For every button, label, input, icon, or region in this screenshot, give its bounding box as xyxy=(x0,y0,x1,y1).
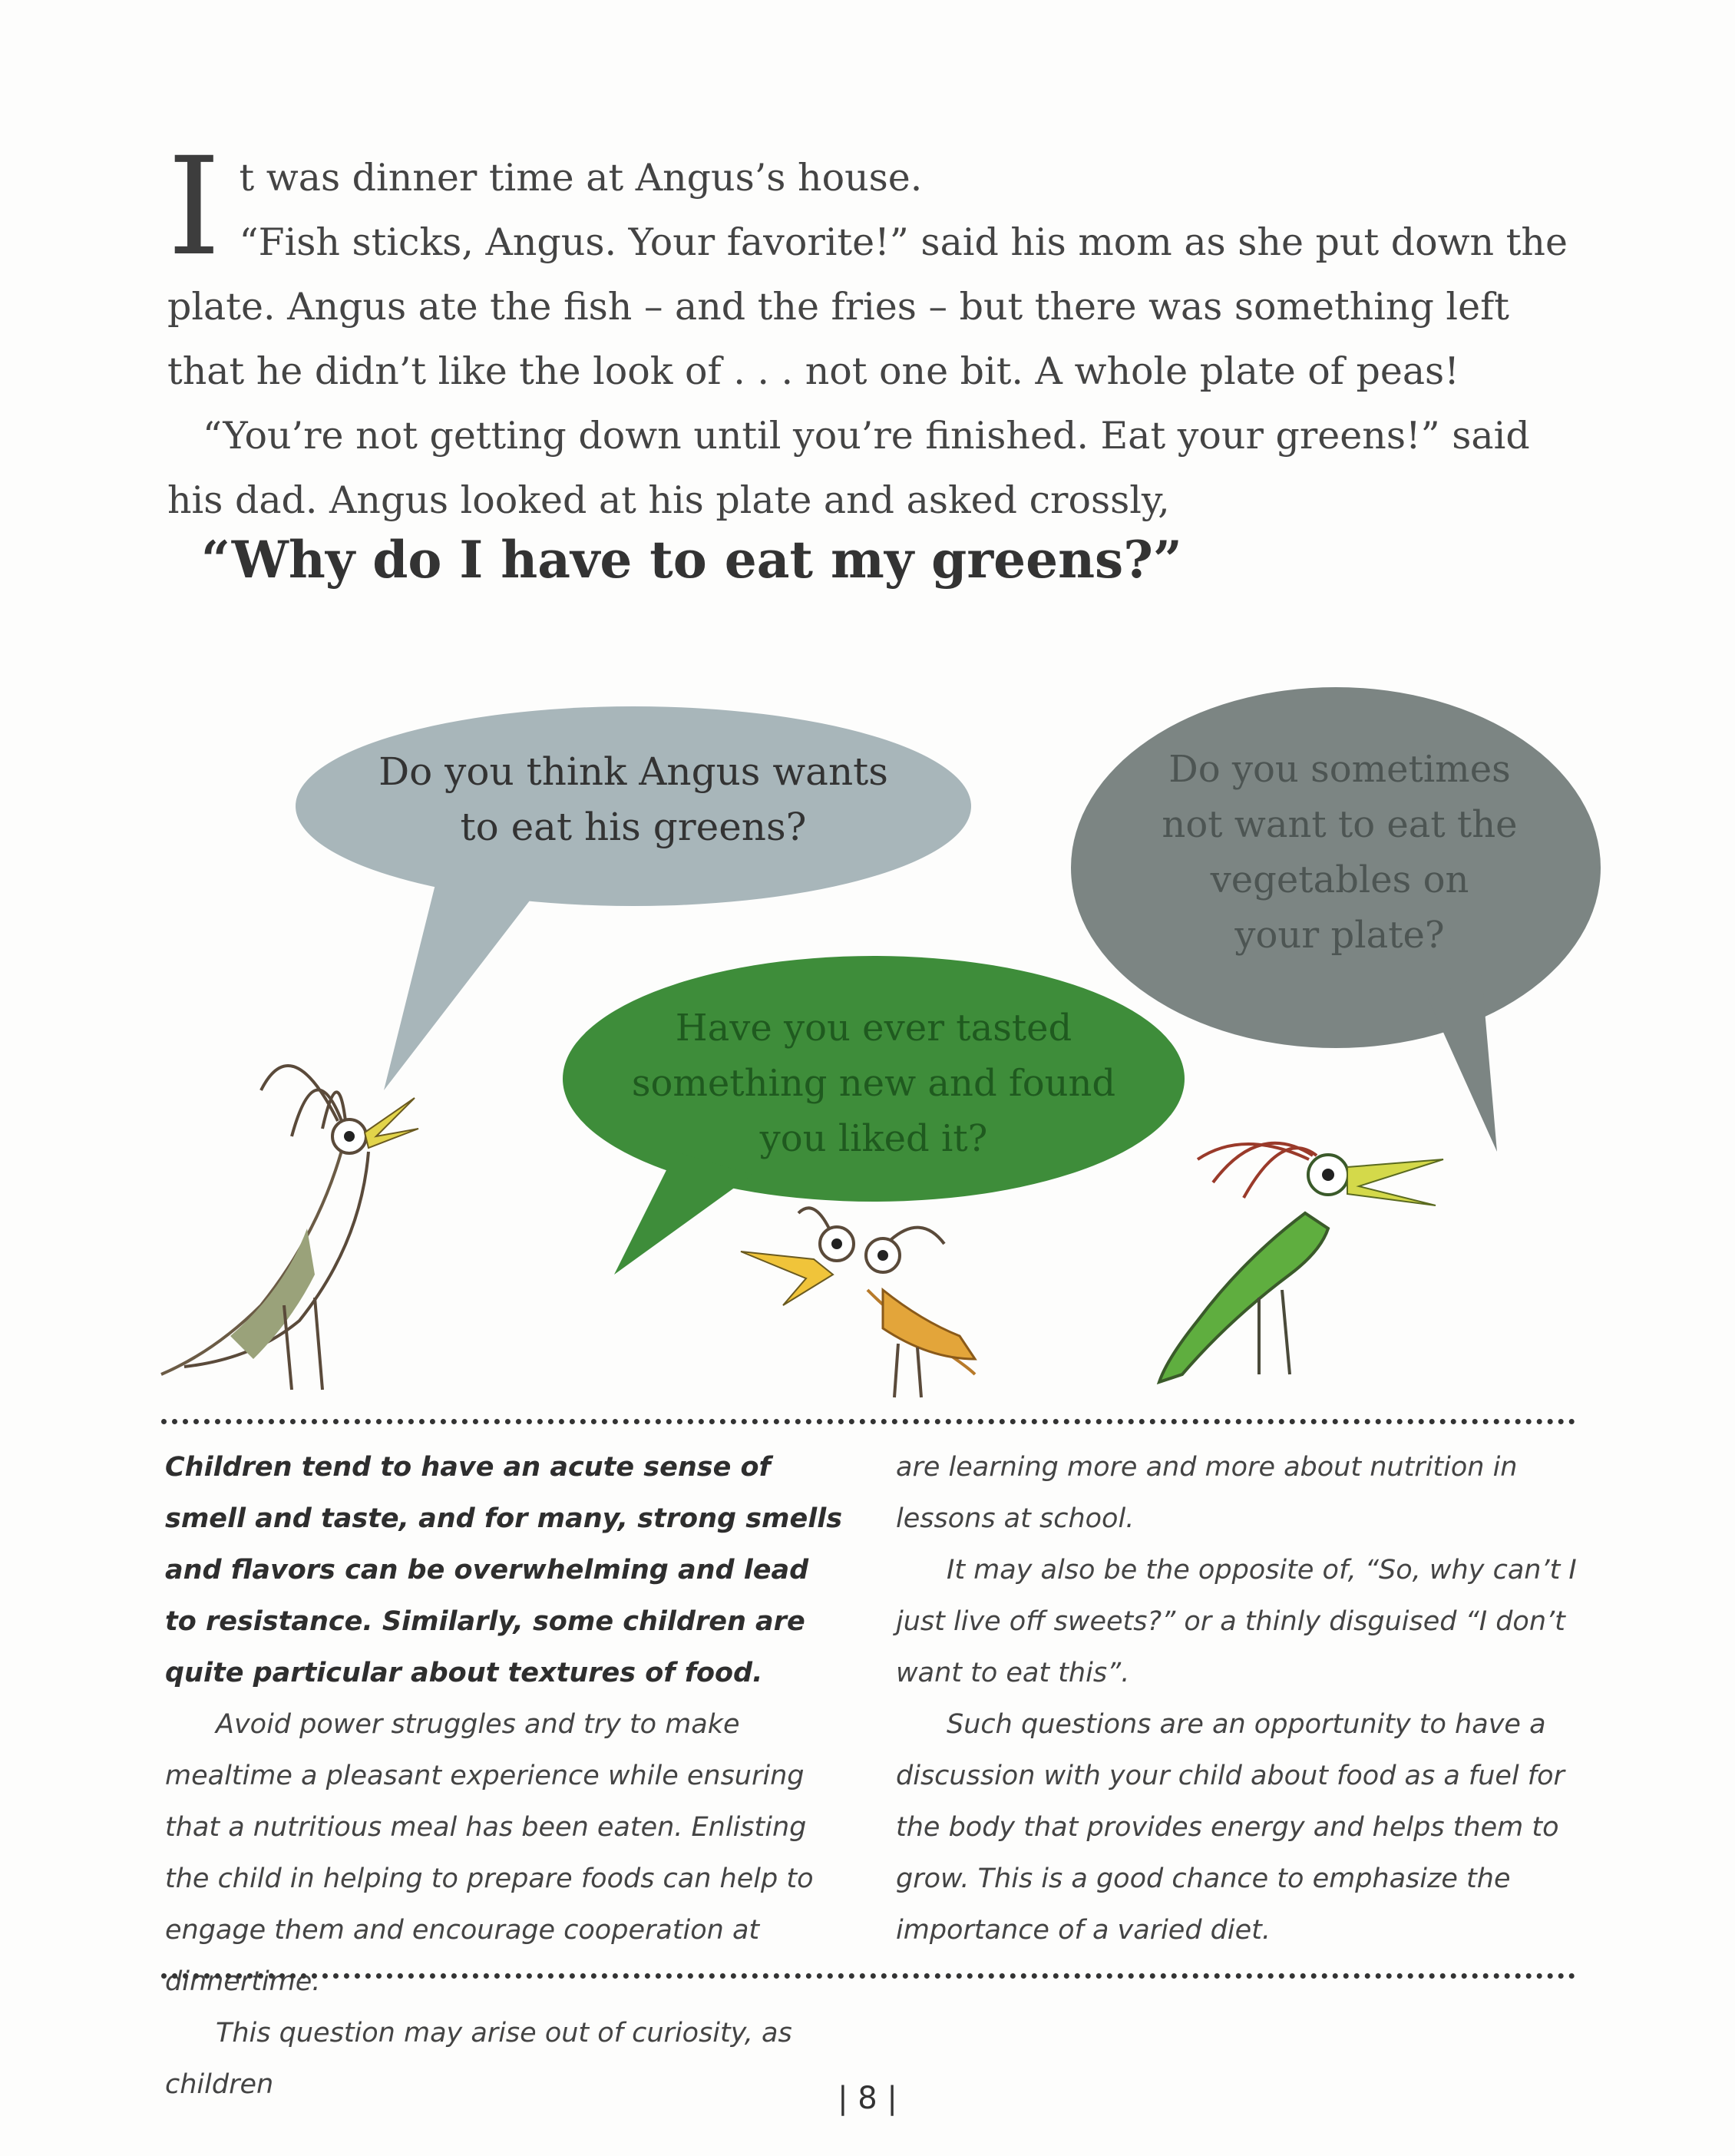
grey-bubble-line-2: to eat his greens? xyxy=(460,805,807,849)
page-number: | 8 | xyxy=(838,2081,897,2116)
dark-bubble-line-3: vegetables on xyxy=(1210,858,1469,901)
green-bubble-line-1: Have you ever tasted xyxy=(675,1007,1072,1050)
dark-bubble-line-2: not want to eat the xyxy=(1162,803,1518,846)
story-paragraph-2: “Fish sticks, Angus. Your favorite!” said his mom as she put down the plate. Angus ate the fish – and the fries – but there was something left that he didn’t like the look of . . . not one bit. A whole plate of peas! xyxy=(167,220,1568,393)
story-paragraph-1 xyxy=(167,128,1572,286)
middle-bird-drawing xyxy=(741,1208,975,1397)
green-speech-bubble xyxy=(563,956,1185,1275)
dark-bubble-line-1: Do you sometimes xyxy=(1168,748,1511,791)
guidance-right-paragraph-2: It may also be the opposite of, “So, why can’t I just live off sweets?” or a thinly disguised “I don’t want to eat this”. xyxy=(896,1555,1577,1688)
grey-bubble-tail xyxy=(384,875,537,1090)
green-bubble-line-2: something new and found xyxy=(631,1062,1116,1105)
top-dotted-divider xyxy=(161,1419,1575,1424)
guidance-right-paragraph-1: are learning more and more about nutrition in lessons at school. xyxy=(896,1452,1518,1534)
illustration xyxy=(0,668,1735,1413)
story-opening-line: t was dinner time at Angus’s house. xyxy=(239,156,923,200)
guidance-left-column xyxy=(165,1442,848,2111)
bottom-dotted-divider xyxy=(161,1973,1575,1979)
guidance-left-paragraph-2: Avoid power struggles and try to make mealtime a pleasant experience while ensuring that a nutritious meal has been eaten. Enlisting the child in helping to prepare foods can help to engage them and encourage cooperation at dinnertime. xyxy=(165,1709,814,1997)
guidance-lead: Children tend to have an acute sense of smell and taste, and for many, strong smells and flavors can be overwhelming and lead to resistance. Similarly, some children are quite particular about textures of food. xyxy=(165,1452,843,1688)
green-bubble-line-3: you liked it? xyxy=(759,1117,988,1160)
story-text xyxy=(167,128,1572,533)
story-question: “Why do I have to eat my greens?” xyxy=(201,530,1182,590)
guidance-right-column xyxy=(896,1442,1579,1956)
dark-bubble-line-4: your plate? xyxy=(1234,914,1445,957)
guidance-right-paragraph-3: Such questions are an opportunity to have a discussion with your child about food as a fuel for the body that provides energy and helps them to grow. This is a good chance to emphasize the importance of a varied diet. xyxy=(896,1709,1565,1946)
story-paragraph-3: “You’re not getting down until you’re finished. Eat your greens!” said his dad. Angus looked at his plate and asked crossly, xyxy=(167,414,1530,522)
guidance-left-paragraph-3: This question may arise out of curiosity, as children xyxy=(165,2018,792,2100)
green-bubble-tail xyxy=(614,1152,752,1275)
grey-bubble-line-1: Do you think Angus wants xyxy=(378,749,888,794)
right-bird-drawing xyxy=(1159,1143,1443,1382)
drop-cap: I xyxy=(167,128,221,286)
left-bird-drawing xyxy=(161,1066,418,1390)
